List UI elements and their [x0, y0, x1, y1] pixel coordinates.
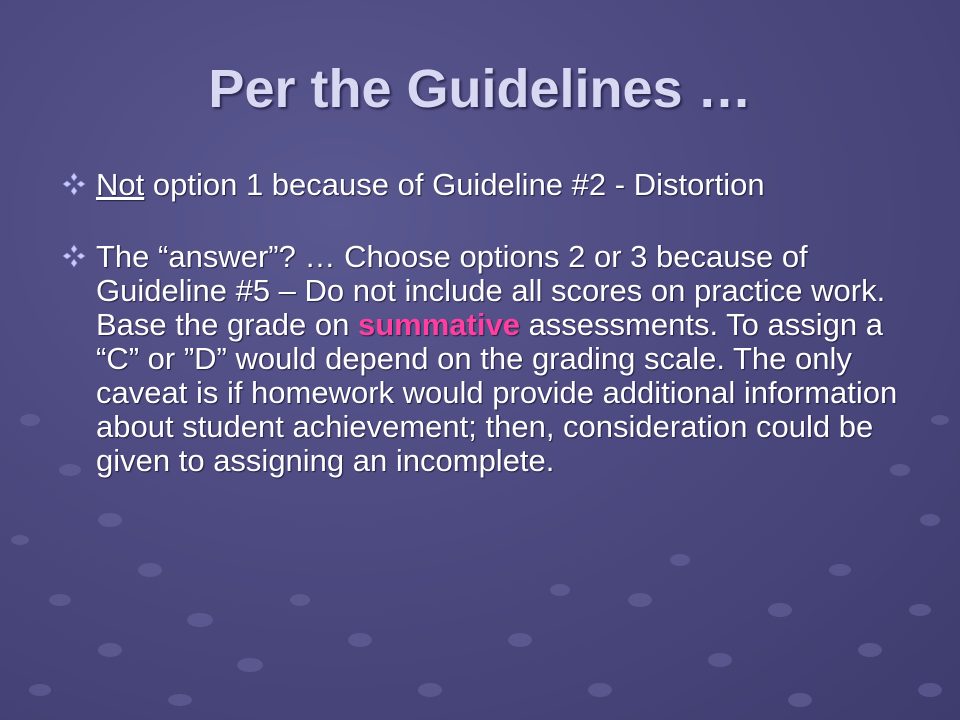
bullet-text-rest: option 1 because of Guideline #2 - Distortion — [144, 167, 765, 202]
highlighted-word: summative — [357, 307, 520, 342]
bullet-text — [96, 240, 922, 478]
bullet-text-after: assessments. To assign a “C” or ”D” would depend on the grading scale. The only caveat is if homework would provide additional information about student achievement; then, consideration could be given to assigning an incomplete. — [96, 307, 898, 478]
bullet-item — [62, 168, 922, 202]
bullet-list — [62, 168, 922, 516]
bullet-item — [62, 240, 922, 478]
slide-title: Per the Guidelines … — [208, 59, 752, 119]
bullet-text-before: The “answer”? … Choose options 2 or 3 because of Guideline #5 – Do not include all scores on practice work. Base the grade on — [96, 239, 886, 342]
underlined-word: Not — [96, 167, 145, 202]
four-diamond-icon — [62, 168, 96, 201]
bullet-text — [96, 168, 765, 202]
four-diamond-icon — [62, 240, 96, 273]
